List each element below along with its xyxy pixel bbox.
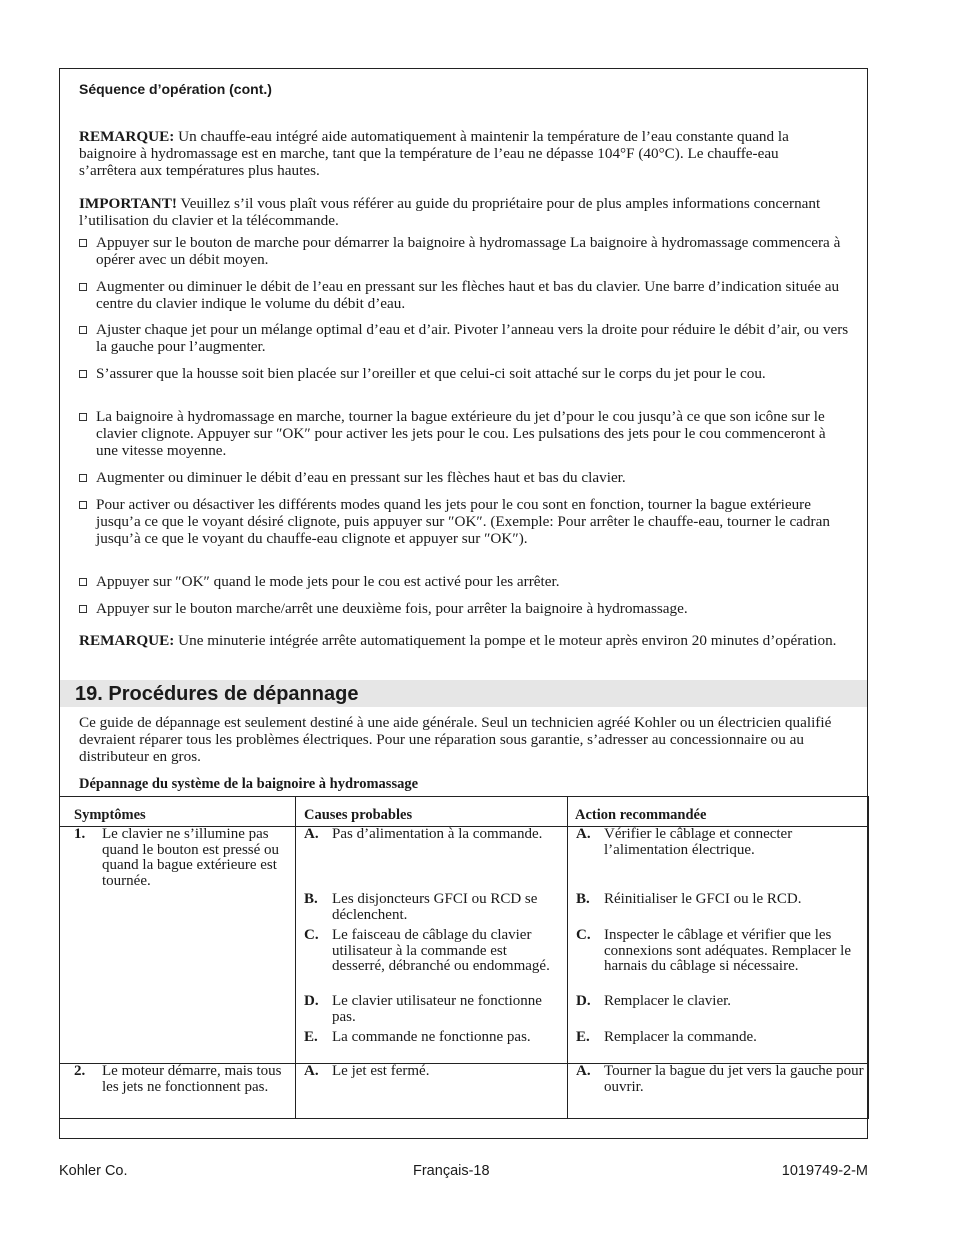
action-text: Vérifier le câblage et connecter l’alimentation électrique. [604,826,793,858]
cause-label: D. [304,993,319,1009]
row-number: 2. [74,1063,86,1079]
symptom-entry [60,1064,295,1095]
list-item [79,365,849,382]
action-text: Remplacer la commande. [604,1029,757,1045]
list-item [79,573,849,590]
actions-cell [568,1064,869,1119]
checkbox-square-icon [79,326,87,334]
action-label: A. [576,1063,591,1079]
cause-text: Pas d’alimentation à la commande. [332,826,543,842]
checkbox-square-icon [79,413,87,421]
note-paragraph [79,128,839,179]
action-entry [568,994,868,1030]
cause-text: Les disjoncteurs GFCI ou RCD se déclenchent. [332,891,538,923]
action-text: Inspecter le câblage et vérifier que les connexions sont adéquates. Remplacer le harnais du câblage si nécessaire. [604,927,852,974]
list-item-text: Appuyer sur le bouton de marche pour démarrer la baignoire à hydromassage La baignoire à hydromassage commencera à opérer avec un débit moyen. [96,234,841,268]
actions-cell [568,827,869,1064]
table-row [60,1064,869,1119]
table-caption: Dépannage du système de la baignoire à hydromassage [79,776,419,792]
section-heading: 19. Procédures de dépannage [75,683,359,705]
action-entry [568,1064,868,1095]
checkbox-square-icon [79,578,87,586]
checkbox-square-icon [79,501,87,509]
checkbox-square-icon [79,370,87,378]
cause-entry [296,928,567,994]
cause-entry [296,827,567,876]
important-paragraph [79,195,839,229]
important-label: IMPORTANT! [79,195,177,212]
list-item-text: Ajuster chaque jet pour un mélange optimal d’eau et d’air. Pivoter l’anneau vers la droite pour réduire le débit d’air, ou vers la gauche pour l’augmenter. [96,321,849,355]
list-item [79,469,849,486]
intro-paragraph: Ce guide de dépannage est seulement destiné à une aide générale. Seul un technicien agréé Kohler ou un électricien qualifié devraient réparer tous les problèmes électriques. Pour une réparation sous garantie, s’adresser au concessionnaire ou au distributeur en gros. [79,714,832,765]
cause-label: A. [304,826,319,842]
cause-text: Le jet est fermé. [332,1063,430,1079]
list-item-text: Appuyer sur le bouton marche/arrêt une deuxième fois, pour arrêter la baignoire à hydromassage. [96,600,688,617]
list-item [79,278,849,312]
table-header-row [60,797,869,827]
action-entry [568,1030,868,1063]
cause-entry [296,891,567,923]
footer-page-number: Français-18 [413,1163,490,1179]
list-item [79,600,849,617]
symptom-text: Le clavier ne s’illumine pas quand le bouton est pressé ou quand la bague extérieure est tournée. [102,826,280,889]
troubleshooting-table [59,796,869,1136]
note-text: Un chauffe-eau intégré aide automatiquement à maintenir la température de l’eau constante quand la baignoire à hydromassage est en marche, tant que la température de l’eau ne dépasse 104°F (40°C). Le chauffe-eau s’arrêtera aux températures plus hautes. [79,128,789,179]
action-entry [568,928,868,994]
table-row [60,827,869,1064]
column-header-causes: Causes probables [296,797,568,827]
cause-label: B. [304,891,318,907]
action-text: Remplacer le clavier. [604,993,732,1009]
list-item-text: Pour activer ou désactiver les différents modes quand les jets pour le cou sont en fonction, tourner la bague extérieure jusqu’a ce que le voyant désiré clignote, puis appuyer sur ″OK″. (Exemple: Pour arrêter le chauffe-eau, tourner le cadran jusqu’à ce que le voyant du chauffe-eau clignote et appuyer sur ″OK″). [96,496,830,547]
list-item-text: Appuyer sur ″OK″ quand le mode jets pour le cou est activé pour les arrêter. [96,573,560,590]
note-label: REMARQUE: [79,128,175,145]
list-item-text: Augmenter ou diminuer le débit de l’eau en pressant sur les flèches haut et bas du clavier. Une barre d’indication située au centre du clavier indique le volume du débit d’eau. [96,278,840,312]
action-text: Tourner la bague du jet vers la gauche pour ouvrir. [604,1063,864,1095]
note-text: Une minuterie intégrée arrête automatiquement la pompe et le moteur après environ 20 minutes d’opération. [174,632,837,649]
list-item-text: La baignoire à hydromassage en marche, tourner la bague extérieure du jet d’pour le cou jusqu’à ce que son icône sur le clavier clignote. Appuyer sur ″OK″ pour activer les jets pour le cou. Les pulsations des jets pour le cou commenceront à une vitesse moyenne. [96,408,826,459]
cause-label: E. [304,1029,318,1045]
symptom-cell [60,1064,296,1119]
action-label: E. [576,1029,590,1045]
causes-cell [296,827,568,1064]
action-label: B. [576,891,590,907]
table-blank-row [60,1119,869,1137]
list-item-text: Augmenter ou diminuer le débit d’eau en pressant sur les flèches haut et bas du clavier. [96,469,626,486]
causes-cell [296,1064,568,1119]
cause-text: Le faisceau de câblage du clavier utilisateur à la commande est desserré, débranché ou endommagé. [332,927,550,974]
note-paragraph [79,632,839,649]
checkbox-square-icon [79,474,87,482]
column-header-symptoms: Symptômes [60,797,296,827]
checkbox-square-icon [79,283,87,291]
list-item [79,234,849,268]
cause-entry [296,1030,567,1063]
symptom-entry [60,827,295,889]
list-item [79,496,849,547]
cause-entry [296,994,567,1030]
footer-document-number: 1019749-2-M [781,1163,868,1179]
note-label: REMARQUE: [79,632,175,649]
list-item [79,408,849,459]
row-number: 1. [74,826,86,842]
section-heading-band [60,680,867,707]
cause-label: C. [304,927,319,943]
action-entry [568,892,868,910]
blank-cell [60,1119,869,1137]
footer-company: Kohler Co. [59,1163,128,1179]
column-header-actions: Action recommandée [568,797,869,827]
action-label: D. [576,993,591,1009]
important-text: Veuillez s’il vous plaît vous référer au guide du propriétaire pour de plus amples informations concernant l’utilisation du clavier et la télécommande. [79,195,821,229]
section-title: Séquence d’opération (cont.) [79,81,272,97]
symptom-cell [60,827,296,1064]
cause-label: A. [304,1063,319,1079]
cause-entry [296,1064,567,1080]
page-frame [59,68,868,1139]
checkbox-square-icon [79,605,87,613]
action-text: Réinitialiser le GFCI ou le RCD. [604,891,802,907]
action-label: C. [576,927,591,943]
cause-text: Le clavier utilisateur ne fonctionne pas. [332,993,542,1025]
checkbox-square-icon [79,239,87,247]
action-entry [568,827,868,876]
symptom-text: Le moteur démarre, mais tous les jets ne fonctionnent pas. [102,1063,282,1095]
list-item [79,321,849,355]
cause-text: La commande ne fonctionne pas. [332,1029,531,1045]
action-label: A. [576,826,591,842]
list-item-text: S’assurer que la housse soit bien placée sur l’oreiller et que celui-ci soit attaché sur le corps du jet pour le cou. [96,365,766,382]
